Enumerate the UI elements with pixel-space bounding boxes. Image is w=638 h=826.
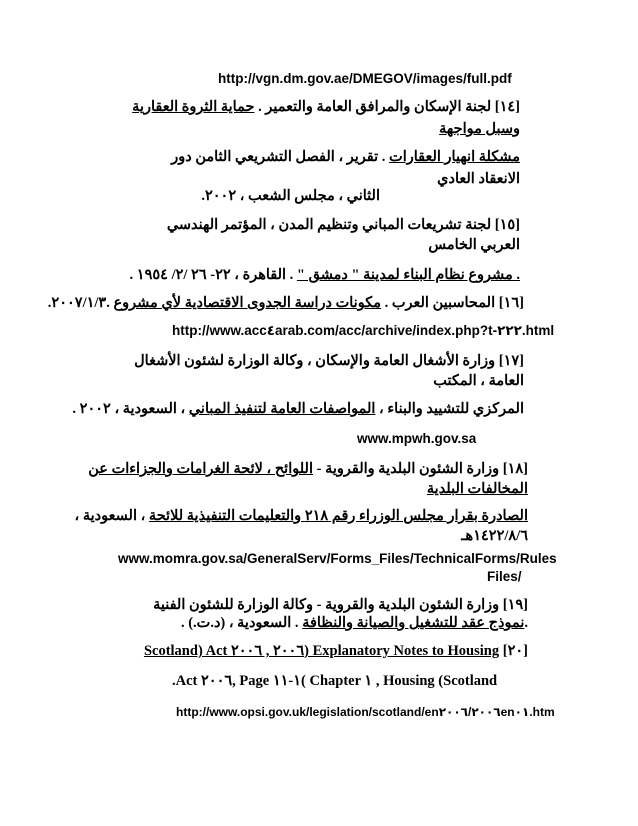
reference-url[interactable]: http://www.acc٤arab.com/acc/archive/index.php?t-٢٢٢.html: [172, 323, 555, 338]
reference-20-title: Scotland) Act ٢٠٠٦ , ٢٠٠٦) Explanatory Notes to Housing: [143, 643, 500, 659]
reference-20-url[interactable]: [176, 703, 555, 721]
reference-14-line-3: [171, 148, 520, 166]
reference-17-place-date: ، السعودية ، ٢٠٠٢ .: [72, 401, 186, 417]
reference-17-line-2: العامة ، المكتب: [433, 373, 524, 389]
reference-20-url-part-2: ٢٠٠٦/٢٠٠٦: [438, 705, 501, 719]
reference-20-url-part-1: http://www.opsi.gov.uk/legislation/scotland/en: [176, 705, 439, 719]
reference-18-line-3: [75, 507, 528, 525]
reference-19-period: .: [524, 615, 528, 631]
reference-15-line-1: [١٥] لجنة تشريعات المباني وتنظيم المدن ، المؤتمر الهندسي: [166, 217, 520, 233]
reference-17-title: المواصفات العامة لتنفيذ المباني: [188, 401, 376, 417]
reference-19-line-1: [١٩] وزارة الشئون البلدية والقروية - وكالة الوزارة للشئون الفنية: [153, 597, 528, 613]
reference-14-title: حماية الثروة العقارية: [132, 99, 255, 115]
reference-15-place-date: . القاهرة ، ٢٢- ٢٦ /٢/ ١٩٥٤ .: [129, 267, 294, 283]
reference-14-subtitle: مشكلة انهيار العقارات: [389, 149, 520, 165]
reference-19-title: نموذج عقد للتشغيل والصيانة والنظافة: [302, 615, 525, 631]
reference-18-subtitle: الصادرة بقرار مجلس الوزراء رقم ٢١٨ والتعليمات التنفيذية للائحة: [148, 508, 528, 524]
reference-14-author: [١٤] لجنة الإسكان والمرافق العامة والتعمير .: [258, 99, 520, 115]
reference-16-title: مكونات دراسة الجدوى الاقتصادية لأي مشروع: [113, 295, 381, 311]
reference-15-line-2: العربي الخامس: [428, 237, 520, 253]
reference-20-url-part-3: en٠١.htm: [500, 705, 555, 719]
reference-14-publisher: . تقرير ، الفصل التشريعي الثامن دور: [171, 149, 386, 165]
reference-17-line-3: [72, 400, 524, 418]
reference-15-line-3: [130, 266, 520, 284]
reference-16-date: .٢٠٠٧/١/٣.: [47, 295, 110, 311]
reference-14-line-5: الثاني ، مجلس الشعب ، ٢٠٠٢.: [201, 188, 380, 204]
reference-14-line-1: [132, 98, 520, 116]
reference-19-line-2: [181, 614, 528, 632]
reference-url-continued[interactable]: Files/: [487, 569, 522, 584]
reference-18-title: اللوائح ، لائحة الغرامات والجزاءات عن: [88, 461, 313, 477]
reference-17-line-1: [١٧] وزارة الأشغال العامة والإسكان ، وكالة الوزارة لشئون الأشغال: [134, 353, 524, 369]
reference-18-line-2: المخالفات البلدية: [426, 481, 528, 497]
reference-18-author: [١٨] وزارة الشئون البلدية والقروية -: [316, 461, 528, 477]
reference-18-line-1: [88, 460, 528, 478]
reference-19-place-date: . السعودية ، (د.ت.) .: [180, 615, 299, 631]
reference-17-publisher: المركزي للتشييد والبناء ،: [379, 401, 524, 417]
reference-url[interactable]: www.momra.gov.sa/GeneralServ/Forms_Files/TechnicalForms/Rules: [118, 551, 557, 566]
reference-18-place: ، السعودية ،: [74, 508, 146, 524]
reference-18-line-4: ١٤٢٢/٨/٦هـ: [461, 528, 528, 544]
reference-14-line-2: وسبل مواجهة: [439, 121, 520, 137]
reference-16-line-1: [48, 294, 524, 312]
reference-15-title: . مشروع نظام البناء لمدينة " دمشق ": [296, 267, 520, 283]
reference-url[interactable]: http://vgn.dm.gov.ae/DMEGOV/images/full.pdf: [218, 71, 512, 86]
reference-20-number: [٢٠]: [502, 643, 528, 659]
reference-14-line-4: الانعقاد العادي: [437, 171, 520, 187]
reference-16-author: [١٦] المحاسبين العرب .: [384, 295, 524, 311]
reference-20-line-1: [144, 642, 528, 660]
reference-url[interactable]: www.mpwh.gov.sa: [357, 431, 477, 446]
reference-20-line-2: .Act ٢٠٠٦, Page ١-١١( Chapter ١ , Housing (Scotland: [172, 673, 498, 689]
